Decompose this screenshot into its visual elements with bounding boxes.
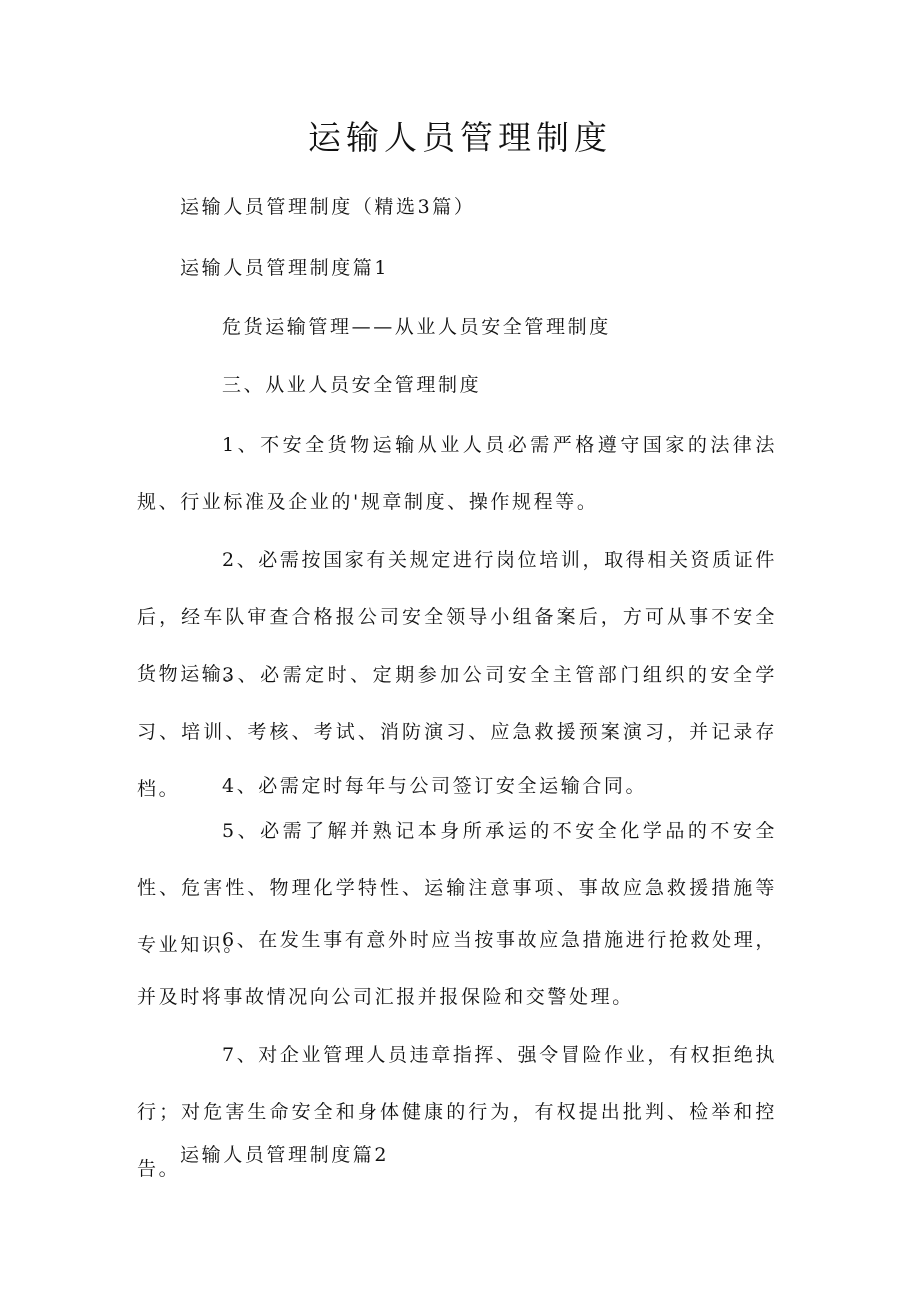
rule-paragraph: 3、必需定时、定期参加公司安全主管部门组织的安全学习、培训、考核、考试、消防演习、应急救援预案演习，并记录存档。 bbox=[137, 664, 777, 800]
article-title: 危货运输管理——从业人员安全管理制度 bbox=[222, 316, 611, 338]
rule-paragraph: 6、在发生事有意外时应当按事故应急措施进行抢救处理，并及时将事故情况向公司汇报并报保险和交警处理。 bbox=[137, 929, 777, 1008]
rule-paragraph: 1、不安全货物运输从业人员必需严格遵守国家的法律法规、行业标准及企业的'规章制度、操作规程等。 bbox=[137, 434, 777, 513]
chapter-heading: 三、从业人员安全管理制度 bbox=[222, 374, 482, 396]
rule-paragraph: 4、必需定时每年与公司签订安全运输合同。 bbox=[222, 775, 648, 797]
rule-paragraph: 7、对企业管理人员违章指挥、强令冒险作业，有权拒绝执行；对危害生命安全和身体健康的行为，有权提出批判、检举和控告。 bbox=[137, 1044, 777, 1180]
section-heading-1: 运输人员管理制度篇1 bbox=[180, 257, 390, 279]
document-subtitle: 运输人员管理制度（精选3篇） bbox=[180, 196, 476, 218]
rule-paragraph: 5、必需了解并熟记本身所承运的不安全化学品的不安全性、危害性、物理化学特性、运输注意事项、事故应急救援措施等专业知识。 bbox=[137, 820, 777, 956]
document-title: 运输人员管理制度 bbox=[308, 118, 612, 157]
section-heading-2: 运输人员管理制度篇2 bbox=[180, 1144, 390, 1166]
rule-paragraph: 2、必需按国家有关规定进行岗位培训，取得相关资质证件后，经车队审查合格报公司安全领导小组备案后，方可从事不安全货物运输。 bbox=[137, 549, 777, 685]
